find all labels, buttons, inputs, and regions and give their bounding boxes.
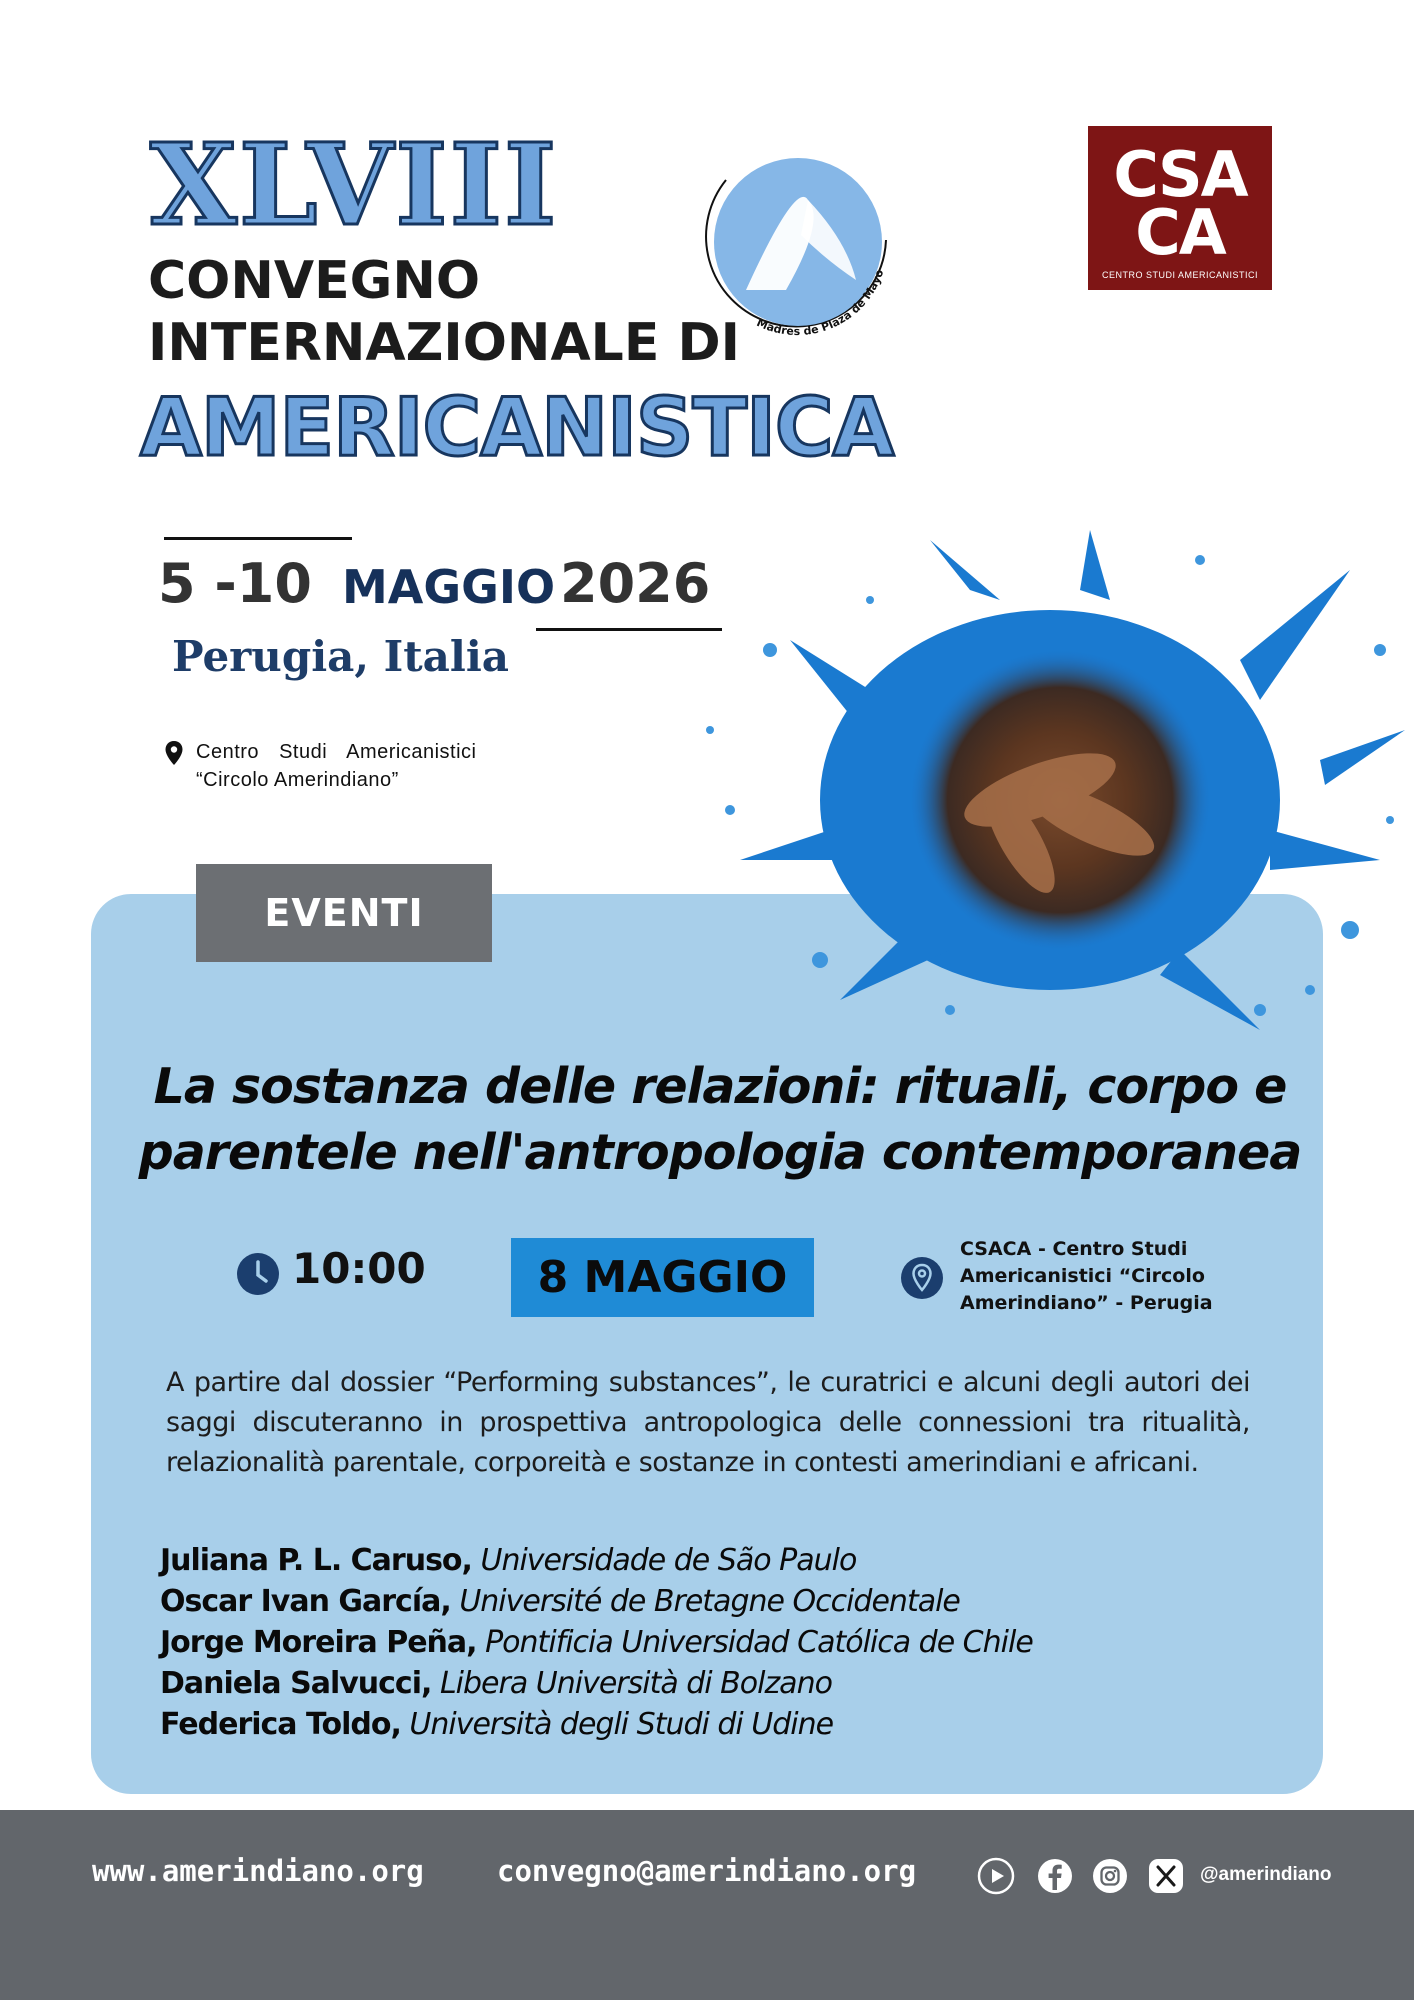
date-month: MAGGIO [342,560,556,614]
speaker [160,1581,1033,1622]
facebook-icon[interactable] [1036,1857,1074,1895]
speaker-name: Oscar Ivan García, [160,1584,451,1619]
x-icon[interactable] [1147,1857,1185,1895]
footer-bar [0,1810,1414,2000]
event-time: 10:00 [292,1244,426,1293]
event-description: A partire dal dossier “Performing substances”, le curatrici e alcuni degli autori dei saggi discuteranno in prospettiva antropologica delle connessioni tra ritualità, relazionalità parentale, corporeità e sostanze in contesti amerindiani e africani. [166,1367,1250,1478]
speaker-affiliation: Università degli Studi di Udine [409,1707,834,1742]
speaker-affiliation: Pontificia Universidad Católica de Chile [485,1625,1033,1660]
event-location-line1: CSACA - Centro Studi [960,1238,1188,1260]
venue-line2: “Circolo Amerindiano” [196,769,399,791]
conference-heading [148,250,740,374]
speaker-name: Daniela Salvucci, [160,1666,432,1701]
speaker [160,1540,1033,1581]
madres-logo-text: Madres de Plaza de Mayo [754,267,887,339]
conference-subject: AMERICANISTICA [140,381,894,474]
city: Perugia, Italia [172,632,510,681]
map-pin-icon [164,740,184,766]
event-title-line2: parentele nell'antropologia contemporanea [138,1124,1302,1181]
email-link[interactable]: convegno@amerindiano.org [497,1854,917,1888]
location-icon [900,1256,944,1300]
website-link[interactable]: www.amerindiano.org [92,1854,424,1888]
conference-heading-line2: INTERNAZIONALE DI [148,313,740,373]
instagram-icon[interactable] [1091,1857,1129,1895]
clock-icon [236,1252,280,1296]
speaker [160,1622,1033,1663]
event-location-line3: Amerindiano” - Perugia [960,1292,1213,1314]
speaker-name: Juliana P. L. Caruso, [160,1543,472,1578]
event-title [120,1054,1320,1186]
csaca-logo-line1: CSA [1113,138,1247,211]
madres-plaza-de-mayo-logo [696,140,898,342]
speaker-affiliation: Libera Università di Bolzano [439,1666,832,1701]
venue-name: Centro Studi Americanistici [196,741,477,763]
speakers-list [160,1540,1033,1745]
speaker [160,1663,1033,1704]
speaker-affiliation: Universidade de São Paulo [480,1543,857,1578]
speaker-affiliation: Université de Bretagne Occidentale [459,1584,960,1619]
csaca-logo-line2: CA [1135,196,1225,269]
event-location-line2: Americanistici “Circolo [960,1265,1205,1287]
event-location [960,1236,1250,1317]
youtube-icon[interactable] [977,1857,1015,1895]
speaker [160,1704,1033,1745]
venue [196,738,494,794]
decorative-rule-top [164,537,352,540]
events-tag: EVENTI [196,864,492,962]
speaker-name: Jorge Moreira Peña, [160,1625,477,1660]
hands-paint-splash-image [620,530,1410,1050]
event-title-line1: La sostanza delle relazioni: rituali, corpo e [153,1058,1287,1115]
social-handle[interactable]: @amerindiano [1200,1864,1332,1885]
csaca-logo [1088,126,1272,290]
date-days: 5 -10 [158,552,312,615]
conference-heading-line1: CONVEGNO [148,251,481,311]
csaca-logo-subtitle: CENTRO STUDI AMERICANISTICI [1101,270,1258,280]
date-year: 2026 [560,552,711,615]
venue-line1 [196,738,494,766]
edition-number: XLVIII [150,120,559,251]
event-date: 8 MAGGIO [511,1238,814,1317]
speaker-name: Federica Toldo, [160,1707,401,1742]
